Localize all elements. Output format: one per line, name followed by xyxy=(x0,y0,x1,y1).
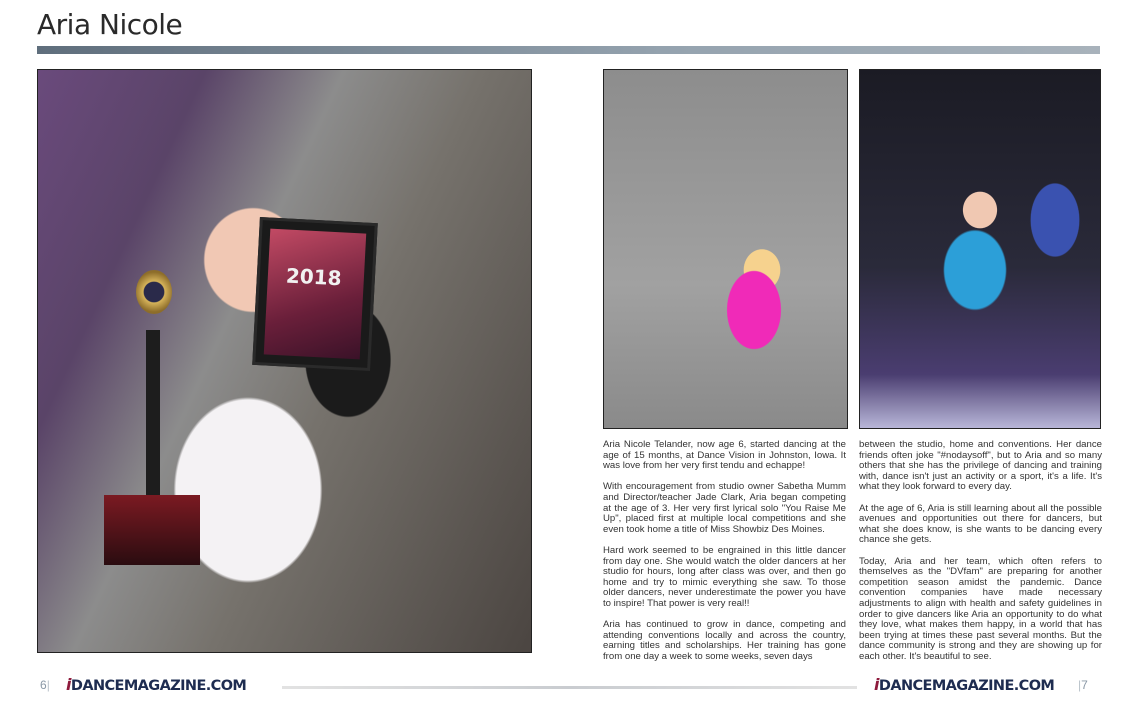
plaque-face xyxy=(264,229,366,360)
brand-text: DANCEMAGAZINE.COM xyxy=(70,678,247,694)
brand-logo-right[interactable] xyxy=(874,675,1054,694)
article-paragraph: between the studio, home and conventions. Her dance friends often joke "#nodaysoff", but to Aria and so many others that she has the privilege of dancing and training with, dance isn't just an activity or a sport, it's a life. It's what they look forward to every day. xyxy=(859,439,1102,493)
photo-blue-costume-dancer xyxy=(859,69,1101,429)
article-paragraph: Today, Aria and her team, which often refers to themselves as the "DVfam" are preparing for another competition season amidst the pandemic. Dance convention companies have made necessary adjustments to align with health and safety guidelines in order to give dancers like Aria an opportunity to do what they love, what makes them happy, in a world that has been trying at times these past several months. But the dance community is strong and they are showing up for each other. It's beautiful to see. xyxy=(859,555,1102,662)
brand-prefix: i xyxy=(66,675,71,694)
plaque-year: 2018 xyxy=(285,263,343,291)
article-paragraph: Aria has continued to grow in dance, competing and attending conventions locally and across the country, earning titles and scholarships. Her training has gone from one day a week to some weeks, seven days xyxy=(603,619,846,662)
award-plaque xyxy=(252,217,378,371)
article-paragraph: At the age of 6, Aria is still learning about all the possible avenues and opportunities out there for dancers, but what she does know, is she wants to be dancing every chance she gets. xyxy=(859,502,1102,546)
trophy-top xyxy=(136,270,172,314)
article-paragraph: Hard work seemed to be engrained in this little dancer from day one. She would watch the older dancers at her studio for hours, long after class was over, and then go home and try to mimic everything she saw. To those older dancers, never underestimate the power you have to inspire! That power is very real!! xyxy=(603,544,846,609)
page-number-left: 6| xyxy=(40,678,50,692)
article-column-right xyxy=(859,440,1102,673)
trophy-column xyxy=(146,330,160,500)
article-paragraph: With encouragement from studio owner Sabetha Mumm and Director/teacher Jade Clark, Aria began competing at the age of 3. Her very first lyrical solo "You Raise Me Up", placed first at multiple local competitions and she even took home a title of Miss Showbiz Des Moines. xyxy=(603,481,846,535)
photo-trophy-award xyxy=(37,69,532,653)
article-paragraph: Aria Nicole Telander, now age 6, started dancing at the age of 15 months, at Dance Vision in Johnston, Iowa. It was love from her very first tendu and echappe! xyxy=(603,439,846,472)
photo-pink-leotard-dancer xyxy=(603,69,848,429)
article-title: Aria Nicole xyxy=(37,8,183,41)
article-column-left xyxy=(603,440,846,673)
brand-logo-left[interactable] xyxy=(66,675,246,694)
title-rule xyxy=(37,46,1100,54)
brand-prefix: i xyxy=(874,675,879,694)
page-number-right: |7 xyxy=(1078,678,1088,692)
brand-text: DANCEMAGAZINE.COM xyxy=(878,678,1055,694)
footer-rule xyxy=(282,686,857,689)
trophy-base xyxy=(104,495,200,565)
trophy xyxy=(116,270,186,570)
